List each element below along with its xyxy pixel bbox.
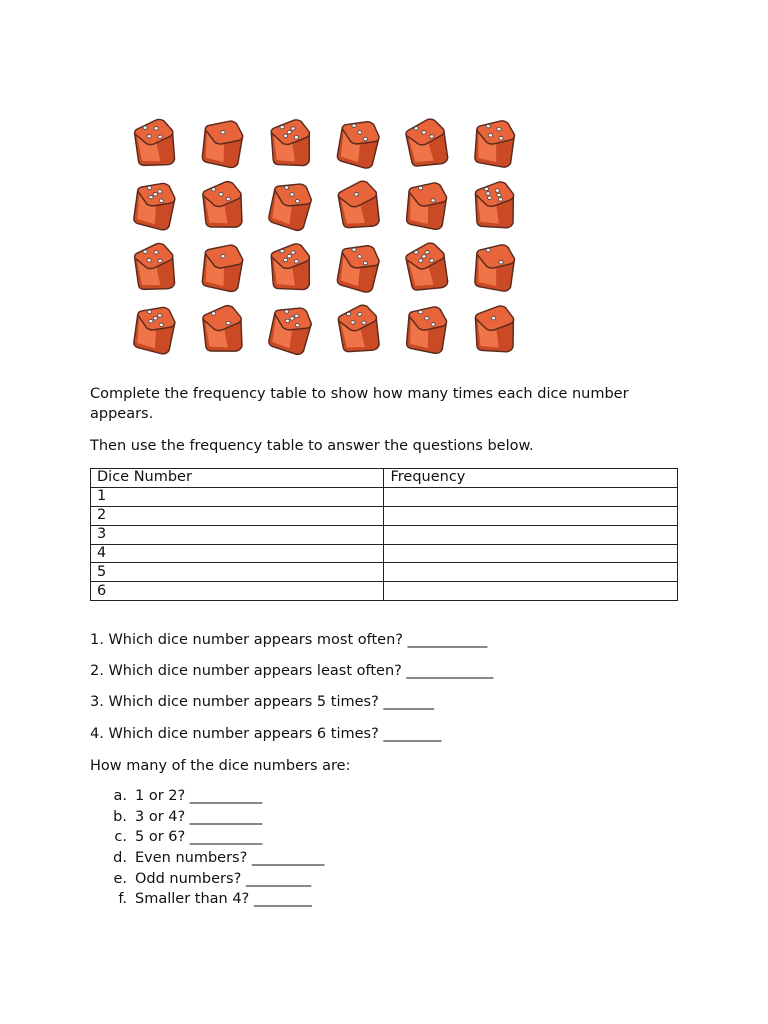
- die-pip: [221, 130, 226, 134]
- die-pip: [484, 187, 488, 191]
- die-icon: [195, 239, 249, 295]
- die-3: [324, 236, 392, 298]
- die-pip: [425, 250, 430, 254]
- die-pip: [498, 198, 502, 202]
- list-item: [90, 869, 324, 890]
- die-pip: [363, 261, 368, 265]
- die-6: [460, 174, 528, 236]
- die-pip: [147, 134, 152, 138]
- die-pip: [418, 310, 423, 314]
- die-4: [120, 236, 188, 298]
- frequency-cell[interactable]: [384, 506, 678, 525]
- die-pip: [284, 309, 289, 313]
- die-pip: [287, 130, 292, 134]
- die-pip: [486, 248, 491, 252]
- die-1: [188, 112, 256, 174]
- die-pip: [294, 314, 299, 318]
- die-icon: [399, 239, 453, 295]
- die-5: [120, 298, 188, 360]
- die-5: [256, 298, 324, 360]
- table-header-row: [91, 469, 678, 488]
- subheading: How many of the dice numbers are:: [90, 758, 351, 774]
- die-pip: [153, 192, 158, 196]
- die-pip: [414, 126, 419, 130]
- table-row: [91, 582, 678, 601]
- die-3: [392, 298, 460, 360]
- die-pip: [499, 260, 504, 264]
- instruction-text-2: Then use the frequency table to answer the questions below.: [90, 438, 534, 454]
- die-pip: [361, 321, 366, 325]
- die-2: [460, 236, 528, 298]
- die-pip: [280, 249, 285, 253]
- question-1: 1. Which dice number appears most often? ___________: [90, 632, 488, 648]
- die-pip: [154, 250, 159, 254]
- die-5: [120, 174, 188, 236]
- list-letter: c.: [114, 829, 127, 846]
- dice-number-cell: 1: [91, 487, 384, 506]
- instruction-text: Complete the frequency table to show how many times each dice number appears.: [90, 386, 629, 422]
- list-item: [90, 807, 324, 828]
- die-pip: [143, 126, 148, 130]
- die-pip: [291, 251, 296, 255]
- dice-number-cell: 2: [91, 506, 384, 525]
- die-pip: [486, 124, 491, 128]
- die-pip: [425, 316, 430, 320]
- die-1: [188, 236, 256, 298]
- die-icon: [195, 177, 249, 233]
- die-icon: [331, 239, 385, 295]
- die-pip: [219, 192, 224, 196]
- die-pip: [429, 258, 434, 262]
- die-icon: [331, 115, 385, 171]
- list-letter: d.: [113, 850, 127, 867]
- die-pip: [421, 130, 426, 134]
- die-pip: [418, 186, 423, 190]
- die-pip: [226, 321, 231, 325]
- die-pip: [352, 124, 357, 128]
- die-3: [392, 112, 460, 174]
- dice-number-cell: 6: [91, 582, 384, 601]
- die-icon: [467, 177, 521, 233]
- die-pip: [147, 310, 152, 314]
- die-icon: [399, 115, 453, 171]
- die-pip: [143, 250, 148, 254]
- die-pip: [149, 319, 154, 323]
- die-pip: [357, 130, 362, 134]
- die-pip: [291, 127, 296, 131]
- die-4: [460, 112, 528, 174]
- die-pip: [497, 193, 501, 197]
- die-icon: [263, 239, 317, 295]
- column-header-frequency: Frequency: [384, 469, 678, 488]
- die-2: [188, 298, 256, 360]
- die-5: [256, 236, 324, 298]
- die-pip: [418, 258, 423, 262]
- die-4: [324, 298, 392, 360]
- dice-picture: [120, 112, 520, 364]
- die-1: [324, 174, 392, 236]
- die-pip: [283, 258, 288, 262]
- die-3: [324, 112, 392, 174]
- die-2: [392, 174, 460, 236]
- die-pip: [221, 254, 226, 258]
- die-icon: [127, 115, 181, 171]
- die-5: [256, 112, 324, 174]
- die-pip: [431, 322, 436, 326]
- list-text: Smaller than 4? ________: [135, 891, 312, 908]
- die-pip: [280, 125, 285, 129]
- die-pip: [294, 259, 299, 263]
- table-row: [91, 506, 678, 525]
- list-text: 3 or 4? __________: [135, 808, 263, 825]
- die-pip: [491, 316, 495, 320]
- die-pip: [414, 250, 419, 254]
- die-icon: [263, 301, 317, 357]
- frequency-cell[interactable]: [384, 563, 678, 582]
- table-row: [91, 487, 678, 506]
- die-icon: [331, 177, 385, 233]
- die-pip: [154, 126, 159, 130]
- die-icon: [263, 177, 317, 233]
- die-icon: [399, 301, 453, 357]
- dice-number-cell: 4: [91, 544, 384, 563]
- die-pip: [295, 323, 300, 327]
- die-pip: [159, 323, 164, 327]
- list-letter: b.: [113, 808, 127, 825]
- frequency-table: [90, 468, 678, 601]
- die-pip: [158, 259, 163, 263]
- die-pip: [157, 313, 162, 317]
- die-icon: [127, 239, 181, 295]
- die-icon: [467, 301, 521, 357]
- die-pip: [357, 312, 362, 316]
- table-row: [91, 525, 678, 544]
- die-icon: [399, 177, 453, 233]
- column-header-dice-number: Dice Number: [91, 469, 384, 488]
- list-item: [90, 827, 324, 848]
- die-pip: [346, 312, 351, 316]
- die-pip: [294, 135, 299, 139]
- die-pip: [357, 254, 362, 258]
- question-4: 4. Which dice number appears 6 times? ________: [90, 726, 442, 742]
- die-pip: [350, 320, 355, 324]
- frequency-cell[interactable]: [384, 582, 678, 601]
- table-row: [91, 563, 678, 582]
- question-3: 3. Which dice number appears 5 times? _______: [90, 694, 435, 710]
- die-pip: [158, 135, 163, 139]
- die-pip: [429, 134, 434, 138]
- list-letter: e.: [113, 870, 127, 887]
- die-4: [120, 112, 188, 174]
- die-pip: [421, 254, 426, 258]
- question-2: 2. Which dice number appears least often? ____________: [90, 663, 494, 679]
- die-pip: [226, 197, 231, 201]
- frequency-cell[interactable]: [384, 525, 678, 544]
- list-text: 1 or 2? __________: [135, 788, 263, 804]
- die-pip: [285, 319, 290, 323]
- die-icon: [127, 177, 181, 233]
- die-icon: [195, 115, 249, 171]
- list-text: 5 or 6? __________: [135, 829, 263, 846]
- die-pip: [283, 134, 288, 138]
- list-text: Odd numbers? _________: [135, 870, 312, 887]
- die-pip: [149, 195, 154, 199]
- list-item: [90, 848, 324, 869]
- die-pip: [153, 316, 158, 320]
- die-pip: [211, 187, 216, 191]
- list-item: [90, 889, 324, 910]
- die-pip: [157, 189, 162, 193]
- die-icon: [263, 115, 317, 171]
- die-pip: [487, 196, 491, 200]
- die-pip: [354, 192, 359, 196]
- die-pip: [488, 133, 493, 137]
- die-pip: [290, 192, 295, 196]
- die-pip: [284, 185, 289, 189]
- die-3: [188, 174, 256, 236]
- die-icon: [127, 301, 181, 357]
- die-icon: [331, 301, 385, 357]
- dice-number-cell: 3: [91, 525, 384, 544]
- die-pip: [431, 198, 436, 202]
- die-icon: [467, 115, 521, 171]
- die-pip: [495, 189, 499, 193]
- die-icon: [467, 239, 521, 295]
- list-letter: a.: [113, 788, 127, 804]
- die-icon: [195, 301, 249, 357]
- die-pip: [499, 136, 504, 140]
- die-pip: [363, 137, 368, 141]
- die-pip: [147, 186, 152, 190]
- die-5: [392, 236, 460, 298]
- frequency-cell[interactable]: [384, 544, 678, 563]
- die-pip: [211, 311, 216, 315]
- list-letter: f.: [118, 891, 127, 908]
- die-pip: [497, 127, 502, 131]
- subquestion-list: [90, 786, 324, 910]
- dice-number-cell: 5: [91, 563, 384, 582]
- die-3: [256, 174, 324, 236]
- die-pip: [290, 316, 295, 320]
- table-row: [91, 544, 678, 563]
- list-text: Even numbers? __________: [135, 850, 325, 867]
- die-pip: [295, 199, 300, 203]
- die-pip: [159, 199, 164, 203]
- die-pip: [486, 192, 490, 196]
- die-1: [460, 298, 528, 360]
- frequency-cell[interactable]: [384, 487, 678, 506]
- die-pip: [352, 248, 357, 252]
- list-item: [90, 786, 324, 807]
- die-pip: [147, 258, 152, 262]
- die-pip: [287, 254, 292, 258]
